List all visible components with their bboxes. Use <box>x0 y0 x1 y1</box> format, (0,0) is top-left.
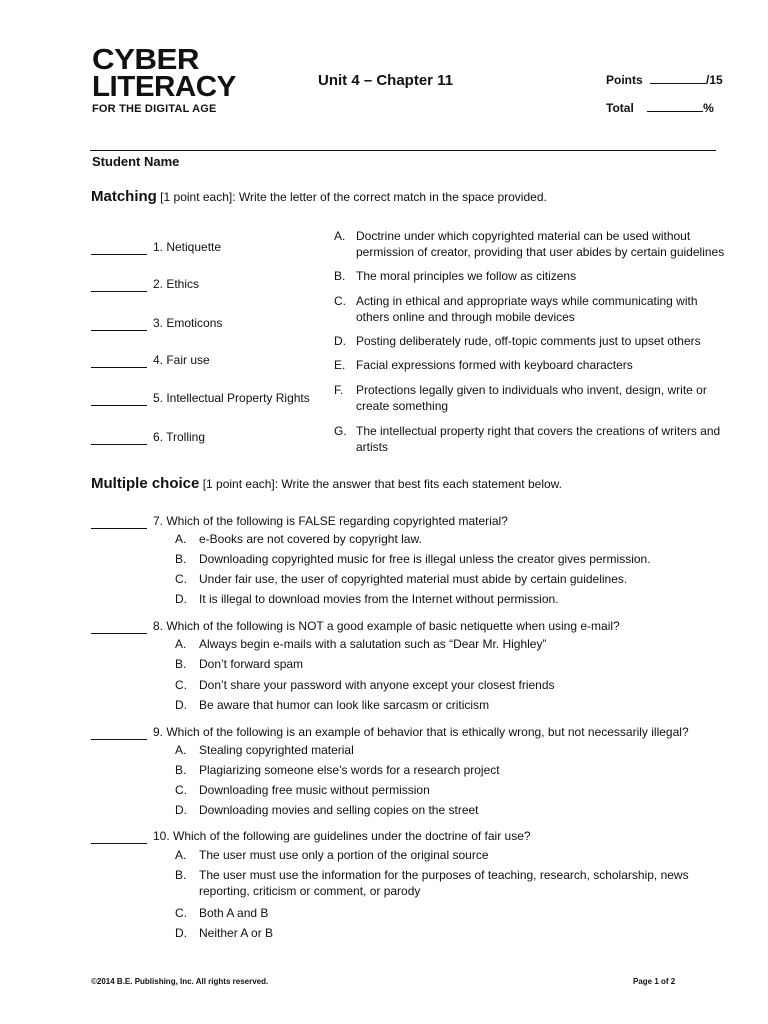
total-label: Total <box>606 101 634 115</box>
copyright-notice: ©2014 B.E. Publishing, Inc. All rights reserved. <box>91 977 269 986</box>
definition-letter: C. <box>334 294 346 308</box>
matching-definition <box>334 357 734 373</box>
question-text: 7. Which of the following is FALSE regarding copyrighted material? <box>153 514 508 528</box>
definition-text: Doctrine under which copyrighted material can be used without permission of creator, providing that user abides by certain guidelines <box>356 229 725 259</box>
answer-option <box>175 847 489 863</box>
matching-title: Matching <box>91 188 157 205</box>
total-blank[interactable] <box>647 111 703 112</box>
question-text: 9. Which of the following is an example of behavior that is ethically wrong, but not necessarily illegal? <box>153 725 689 739</box>
answer-blank-9[interactable] <box>91 739 147 740</box>
option-letter: C. <box>175 906 187 920</box>
points-label: Points <box>606 73 643 87</box>
matching-definition <box>334 333 734 349</box>
question-text: 10. Which of the following are guidelines under the doctrine of fair use? <box>153 829 531 843</box>
option-text: Be aware that humor can look like sarcasm or criticism <box>199 698 490 712</box>
answer-option <box>175 802 479 818</box>
option-text: Don’t share your password with anyone except your closest friends <box>199 678 555 692</box>
matching-definition <box>334 293 734 325</box>
answer-option <box>175 925 273 941</box>
option-text: Downloading copyrighted music for free is illegal unless the creator gives permission. <box>199 552 651 566</box>
answer-blank-3[interactable] <box>91 330 147 331</box>
answer-option <box>175 677 555 693</box>
answer-option <box>175 656 303 672</box>
total-field <box>606 101 714 115</box>
option-letter: D. <box>175 698 187 712</box>
option-text: The user must use only a portion of the original source <box>199 848 489 862</box>
option-text: Stealing copyrighted material <box>199 743 354 757</box>
option-letter: A. <box>175 848 187 862</box>
answer-blank-1[interactable] <box>91 254 147 255</box>
answer-blank-5[interactable] <box>91 405 147 406</box>
option-letter: C. <box>175 572 187 586</box>
option-letter: B. <box>175 763 187 777</box>
matching-term: 6. Trolling <box>153 430 206 444</box>
option-letter: D. <box>175 803 187 817</box>
answer-option <box>175 551 651 567</box>
option-letter: A. <box>175 637 187 651</box>
option-letter: D. <box>175 926 187 940</box>
option-letter: B. <box>175 868 187 882</box>
answer-blank-8[interactable] <box>91 633 147 634</box>
matching-definition <box>334 228 734 260</box>
answer-blank-7[interactable] <box>91 528 147 529</box>
option-letter: C. <box>175 783 187 797</box>
answer-option <box>175 742 354 758</box>
option-text: Neither A or B <box>199 926 274 940</box>
definition-letter: F. <box>334 383 344 397</box>
answer-blank-2[interactable] <box>91 291 147 292</box>
logo-line-2: LITERACY <box>92 71 236 103</box>
matching-heading <box>91 188 547 205</box>
definition-text: Protections legally given to individuals who invent, design, write or create something <box>356 383 707 413</box>
answer-blank-6[interactable] <box>91 444 147 445</box>
logo-line-1: CYBER <box>92 44 199 76</box>
matching-definition <box>334 423 734 455</box>
matching-term: 4. Fair use <box>153 353 210 367</box>
option-text: Plagiarizing someone else’s words for a research project <box>199 763 500 777</box>
option-text: Don’t forward spam <box>199 657 304 671</box>
page-number: Page 1 of 2 <box>633 977 676 986</box>
definition-text: The intellectual property right that covers the creations of writers and artists <box>356 424 721 454</box>
answer-option <box>175 905 268 921</box>
student-name-label: Student Name <box>92 154 180 169</box>
answer-option <box>175 697 489 713</box>
option-text: Under fair use, the user of copyrighted material must abide by certain guidelines. <box>199 572 628 586</box>
multiple-choice-heading <box>91 475 562 492</box>
logo-line-3: FOR THE DIGITAL AGE <box>92 103 217 115</box>
definition-text: Facial expressions formed with keyboard characters <box>356 358 633 372</box>
matching-term: 1. Netiquette <box>153 240 222 254</box>
matching-term: 5. Intellectual Property Rights <box>153 391 310 405</box>
answer-blank-4[interactable] <box>91 367 147 368</box>
matching-term: 3. Emoticons <box>153 316 223 330</box>
answer-option <box>175 867 695 899</box>
definition-letter: E. <box>334 358 346 372</box>
option-letter: A. <box>175 743 187 757</box>
option-text: e-Books are not covered by copyright law. <box>199 532 422 546</box>
matching-definition <box>334 382 734 414</box>
points-field <box>606 73 723 87</box>
definition-text: Posting deliberately rude, off-topic comments just to upset others <box>356 334 701 348</box>
option-letter: B. <box>175 657 187 671</box>
total-suffix: % <box>703 101 714 115</box>
option-letter: A. <box>175 532 187 546</box>
multiple-choice-title: Multiple choice <box>91 475 200 492</box>
definition-letter: A. <box>334 229 346 243</box>
answer-option <box>175 571 627 587</box>
matching-instructions: [1 point each]: Write the letter of the correct match in the space provided. <box>156 190 547 204</box>
definition-text: The moral principles we follow as citizens <box>356 269 577 283</box>
option-text: Both A and B <box>199 906 269 920</box>
option-letter: B. <box>175 552 187 566</box>
definition-letter: B. <box>334 269 346 283</box>
option-letter: D. <box>175 592 187 606</box>
option-text: Downloading free music without permission <box>199 783 430 797</box>
matching-term: 2. Ethics <box>153 277 200 291</box>
option-text: The user must use the information for the purposes of teaching, research, scholarship, news reporting, criticism or comment, or parody <box>199 868 689 898</box>
option-text: Downloading movies and selling copies on the street <box>199 803 479 817</box>
definition-letter: D. <box>334 334 346 348</box>
answer-option <box>175 782 430 798</box>
answer-blank-10[interactable] <box>91 843 147 844</box>
multiple-choice-instructions: [1 point each]: Write the answer that best fits each statement below. <box>199 477 563 491</box>
cyber-literacy-logo <box>92 44 236 115</box>
matching-definition <box>334 268 734 284</box>
definition-letter: G. <box>334 424 347 438</box>
points-suffix: /15 <box>706 73 723 87</box>
answer-option <box>175 591 559 607</box>
option-text: Always begin e-mails with a salutation such as “Dear Mr. Highley” <box>199 637 547 651</box>
definition-text: Acting in ethical and appropriate ways while communicating with others online and through mobile devices <box>356 294 698 324</box>
answer-option <box>175 636 546 652</box>
question-text: 8. Which of the following is NOT a good example of basic netiquette when using e-mail? <box>153 619 620 633</box>
student-name-line[interactable] <box>90 150 716 151</box>
answer-option <box>175 762 500 778</box>
unit-chapter-title: Unit 4 – Chapter 11 <box>318 72 454 89</box>
option-letter: C. <box>175 678 187 692</box>
answer-option <box>175 531 422 547</box>
option-text: It is illegal to download movies from the Internet without permission. <box>199 592 559 606</box>
points-blank[interactable] <box>650 83 706 84</box>
